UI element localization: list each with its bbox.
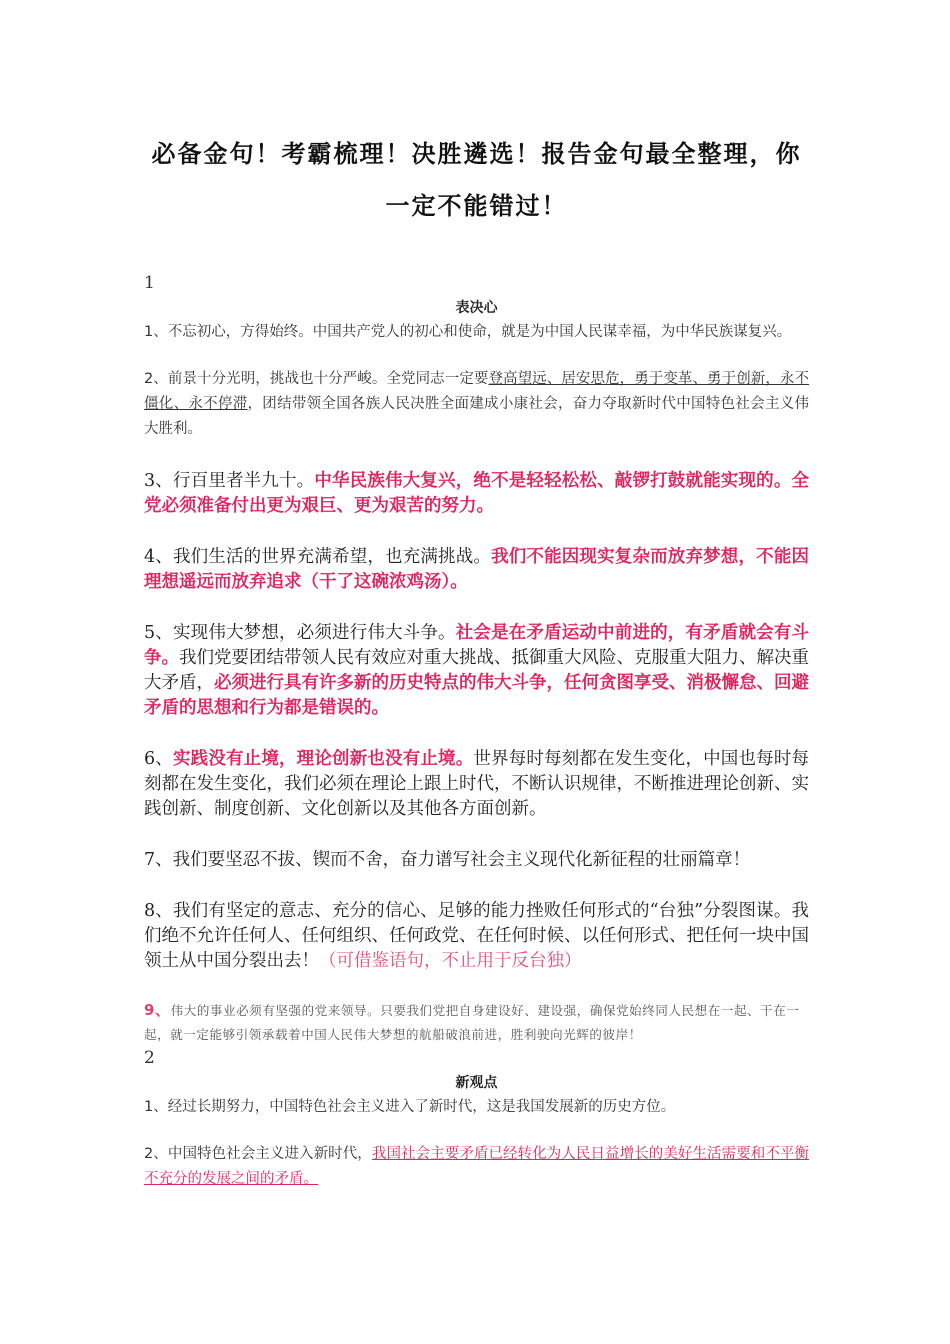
page-title: 必备金句！考霸梳理！决胜遴选！报告金句最全整理，你一定不能错过！ [151, 139, 802, 220]
section-number: 1 [144, 273, 155, 293]
text-run: 伟大的事业必须有坚强的党来领导。只要我们党把自身建设好、建设强，确保党始终同人民想在一起、干在一起，就一定能够引领承载着中国人民伟大梦想的航船破浪前进，胜利驶向光辉的彼岸！ [144, 1003, 800, 1042]
text-run: 4、我们生活的世界充满希望，也充满挑战。 [144, 547, 492, 567]
highlighted-text: 必须进行具有许多新的历史特点的伟大斗争，任何贪图享受、消极懈怠、回避矛盾的思想和行为都是错误的。 [144, 673, 809, 718]
paragraph-1-6 [144, 747, 809, 822]
text-run: 2、前景十分光明，挑战也十分严峻。全党同志一定要 [144, 371, 489, 387]
paragraph-1-1: 1、不忘初心，方得始终。中国共产党人的初心和使命，就是为中国人民谋幸福，为中华民族谋复兴。 [144, 324, 792, 340]
paragraph-2-1: 1、经过长期努力，中国特色社会主义进入了新时代，这是我国发展新的历史方位。 [144, 1099, 676, 1115]
section-heading: 新观点 [455, 1075, 498, 1091]
text-run: 3、行百里者半九十。 [144, 471, 315, 491]
note-text: （可借鉴语句，不止用于反台独） [319, 951, 582, 971]
underlined-highlight: 我国社会主要矛盾已经转化为人民日益增长的美好生活需要和不平衡不充分的发展之间的矛盾。 [144, 1146, 809, 1187]
paragraph-1-3 [144, 469, 809, 519]
paragraph-1-7: 7、我们要坚忍不拔、锲而不舍，奋力谱写社会主义现代化新征程的壮丽篇章！ [144, 850, 751, 870]
paragraph-1-5 [144, 621, 809, 721]
paragraph-1-8 [144, 899, 809, 974]
text-run: 6、 [144, 749, 173, 769]
text-run: 8、我们有坚定的意志、充分的信心、足够的能力挫败任何形式的“台独”分裂图谋。我们绝不允许任何人、任何组织、任何政党、在任何时候、以任何形式、把任何一块中国领土从中国分裂出去！ [144, 901, 809, 971]
paragraph-1-2 [144, 367, 809, 442]
highlighted-text: 中华民族伟大复兴，绝不是轻轻松松、敲锣打鼓就能实现的。全党必须准备付出更为艰巨、更为艰苦的努力。 [144, 471, 809, 516]
paragraph-1-4 [144, 545, 809, 595]
text-run: 5、实现伟大梦想，必须进行伟大斗争。 [144, 623, 456, 643]
highlighted-text: 社会是在矛盾运动中前进的，有矛盾就会有斗争。 [144, 623, 809, 668]
underlined-text: 登高望远、居安思危，勇于变革、勇于创新，永不僵化、永不停滞 [144, 371, 809, 412]
paragraph-2-2 [144, 1142, 809, 1192]
highlighted-text: 实践没有止境，理论创新也没有止境。 [172, 749, 474, 769]
document-content [144, 0, 809, 1192]
text-run: 我们党要团结带领人民有效应对重大挑战、抵御重大风险、克服重大阻力、解决重大矛盾， [144, 648, 809, 693]
section-heading: 表决心 [455, 300, 498, 316]
text-run: 世界每时每刻都在发生变化，中国也每时每刻都在发生变化，我们必须在理论上跟上时代，不断认识规律，不断推进理论创新、实践创新、制度创新、文化创新以及其他各方面创新。 [144, 749, 809, 819]
item-number: 9、 [144, 1001, 171, 1019]
paragraph-1-9 [144, 998, 809, 1047]
text-run: 2、中国特色社会主义进入新时代， [144, 1146, 372, 1162]
text-run: ，团结带领全国各族人民决胜全面建成小康社会，奋力夺取新时代中国特色社会主义伟大胜利。 [144, 396, 810, 437]
section-number: 2 [144, 1048, 155, 1068]
highlighted-text: 我们不能因现实复杂而放弃梦想，不能因理想遥远而放弃追求（干了这碗浓鸡汤）。 [144, 547, 809, 592]
